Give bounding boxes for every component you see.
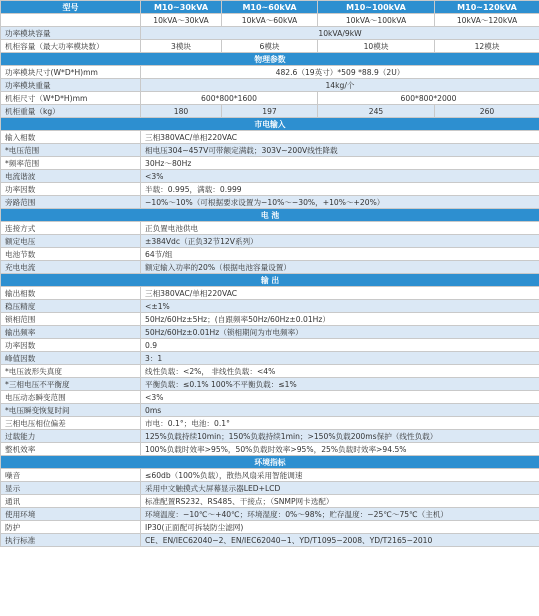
spec-label: *电压范围 [1,144,141,157]
spec-value: ±384Vdc（正负32节12V系列） [141,235,539,248]
spec-label: 噪音 [1,469,141,482]
spec-row [1,508,539,521]
spec-value: 50Hz/60Hz±5Hz；(自跟频率50Hz/60Hz±0.01Hz） [141,313,539,326]
spec-label: 电池节数 [1,248,141,261]
capacity-row: 10kVA～30kVA 10kVA～60kVA 10kVA～100kVA 10kVA～120kVA [1,14,539,27]
spec-value: ≤60db（100%负载），散热风扇采用智能调速 [141,469,539,482]
spec-value: CE、EN/IEC62040−2、EN/IEC62040−1、YD/T1095−2008、YD/T2165−2010 [141,534,539,547]
section-input: 市电输入 [1,118,539,131]
spec-row [1,391,539,404]
spec-value: 市电：0.1°；电池：0.1° [141,417,539,430]
spec-value: 线性负载：<2%， 非线性负载：<4% [141,365,539,378]
spec-label: 峰值因数 [1,352,141,365]
spec-row [1,495,539,508]
spec-row [1,469,539,482]
spec-value: IP30(正面配可拆装防尘滤网) [141,521,539,534]
spec-row [1,482,539,495]
header-row [1,1,539,14]
spec-row [1,404,539,417]
spec-value: 3：1 [141,352,539,365]
spec-label: *电压瞬变恢复时间 [1,404,141,417]
spec-value: 三相380VAC/单相220VAC [141,131,539,144]
spec-label: *三相电压不平衡度 [1,378,141,391]
spec-label: 电压动态瞬变范围 [1,391,141,404]
spec-row [1,157,539,170]
spec-row [1,521,539,534]
spec-value: 0ms [141,404,539,417]
spec-value: 64节/组 [141,248,539,261]
spec-label: *电压波形失真度 [1,365,141,378]
spec-row [1,313,539,326]
spec-label: 通讯 [1,495,141,508]
spec-label: *频率范围 [1,157,141,170]
spec-value: <3% [141,391,539,404]
spec-label: 旁路范围 [1,196,141,209]
spec-row [1,287,539,300]
spec-row [1,378,539,391]
spec-row [1,170,539,183]
module-size-row: 功率模块尺寸(W*D*H)mm 482.6（19英寸）*509 *88.9（2U） [1,66,539,79]
spec-label: 稳压精度 [1,300,141,313]
cabinet-size-row: 机柜尺寸（W*D*H)mm 600*800*1600 600*800*2000 [1,92,539,105]
cabinet-capacity-row: 机柜容量（最大功率模块数） 3模块 6模块 10模块 12模块 [1,40,539,53]
spec-value: 0.9 [141,339,539,352]
spec-row [1,417,539,430]
spec-value: 50Hz/60Hz±0.01Hz（锁相期间为市电频率） [141,326,539,339]
spec-row [1,443,539,456]
spec-value: 30Hz～80Hz [141,157,539,170]
spec-value: 额定输入功率的20%（根据电池容量设置） [141,261,539,274]
spec-label: 锁相范围 [1,313,141,326]
spec-label: 执行标准 [1,534,141,547]
model-col-3: M10~100kVA [318,1,435,14]
spec-row [1,222,539,235]
spec-row [1,144,539,157]
spec-row [1,300,539,313]
cabinet-weight-row: 机柜重量（kg） 180 197 245 260 [1,105,539,118]
spec-value: 100%负载时效率>95%，50%负载时效率>95%，25%负载时效率>94.5% [141,443,539,456]
spec-label: 显示 [1,482,141,495]
spec-value: −10%～10%（可根据要求设置为−10%～−30%，+10%～+20%） [141,196,539,209]
section-physical: 物理参数 [1,53,539,66]
spec-label: 输入相数 [1,131,141,144]
model-label: 型号 [1,1,141,14]
spec-label: 功率因数 [1,339,141,352]
spec-label: 整机效率 [1,443,141,456]
spec-row [1,261,539,274]
spec-row [1,235,539,248]
section-battery: 电 池 [1,209,539,222]
spec-row [1,196,539,209]
spec-row [1,339,539,352]
section-output: 输 出 [1,274,539,287]
spec-value: <±1% [141,300,539,313]
spec-value: 环境温度：−10℃～+40℃；环境湿度：0%～98%；贮存温度：−25℃～75℃（主机） [141,508,539,521]
spec-value: <3% [141,170,539,183]
spec-row [1,352,539,365]
spec-label: 输出相数 [1,287,141,300]
spec-row [1,131,539,144]
spec-label: 功率因数 [1,183,141,196]
spec-label: 充电电流 [1,261,141,274]
spec-value: 三相380VAC/单相220VAC [141,287,539,300]
spec-label: 使用环境 [1,508,141,521]
spec-label: 电流谐波 [1,170,141,183]
spec-row [1,183,539,196]
model-col-2: M10~60kVA [222,1,318,14]
spec-value: 采用中文触摸式大屏幕显示器LED+LCD [141,482,539,495]
spec-label: 额定电压 [1,235,141,248]
spec-row [1,430,539,443]
spec-row [1,365,539,378]
spec-label: 三相电压相位偏差 [1,417,141,430]
spec-label: 防护 [1,521,141,534]
spec-label: 连接方式 [1,222,141,235]
spec-row [1,326,539,339]
section-environment: 环境指标 [1,456,539,469]
spec-value: 125%负载持续10min；150%负载持续1min；>150%负载200ms保护（线性负载） [141,430,539,443]
spec-value: 相电压304~457V可带额定满载；303V~200V线性降载 [141,144,539,157]
spec-value: 正负置电池供电 [141,222,539,235]
spec-label: 过载能力 [1,430,141,443]
spec-value: 平衡负载：≤0.1% 100%不平衡负载：≤1% [141,378,539,391]
module-weight-row: 功率模块重量 14kg/个 [1,79,539,92]
spec-label: 输出频率 [1,326,141,339]
spec-value: 半载：0.995，满载：0.999 [141,183,539,196]
model-col-4: M10~120kVA [435,1,539,14]
model-col-1: M10~30kVA [141,1,222,14]
spec-row [1,534,539,547]
module-capacity-row: 功率模块容量 10kVA/9kW [1,27,539,40]
spec-row [1,248,539,261]
spec-value: 标准配置RS232、RS485、干接点；（SNMP网卡选配） [141,495,539,508]
